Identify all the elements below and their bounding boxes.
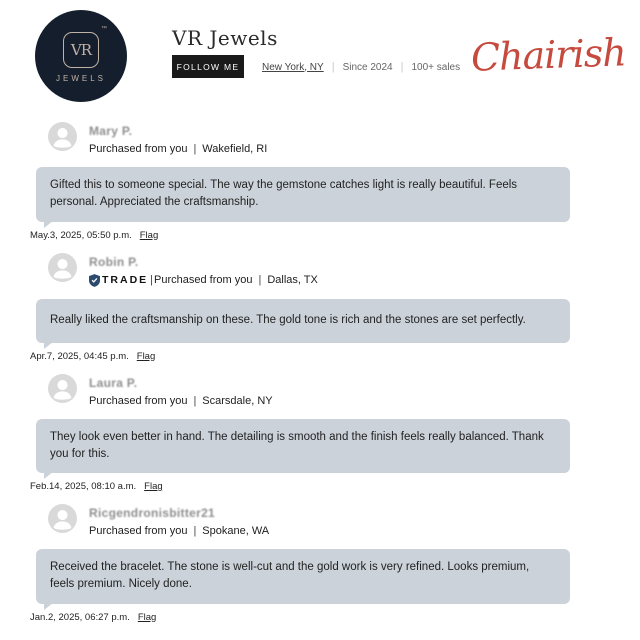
- reviewer-name: Mary P.: [89, 124, 133, 138]
- review-date: May.3, 2025, 05:50 p.m.: [30, 229, 132, 241]
- bubble-tail: [44, 472, 53, 479]
- reviewer-info: [89, 253, 318, 287]
- review-item: [0, 374, 640, 493]
- separator: |: [193, 525, 197, 537]
- purchase-label: Purchased from you: [89, 394, 188, 407]
- purchase-meta: [89, 525, 269, 537]
- review-bubble: [36, 167, 570, 222]
- avatar: [48, 253, 77, 282]
- flag-link[interactable]: Flag: [144, 481, 163, 492]
- since-label: Since 2024: [342, 61, 393, 73]
- review-date: Jan.2, 2025, 06:27 p.m.: [30, 611, 130, 623]
- trade-shield-icon: [89, 274, 100, 287]
- separator: |: [150, 274, 154, 286]
- separator: |: [193, 143, 197, 155]
- trade-badge: [89, 274, 148, 287]
- review-text: Gifted this to someone special. The way the gemstone catches light is really beautiful. Feels personal. Appreciated the craftsmanship.: [50, 179, 518, 209]
- review-header: [48, 374, 640, 407]
- trade-label: TRADE: [102, 274, 149, 286]
- review-footer: [30, 612, 640, 623]
- flag-link[interactable]: Flag: [137, 611, 157, 623]
- review-header: [48, 504, 640, 537]
- review-footer: [30, 351, 640, 362]
- reviewer-name: Ricgendronisbitter21: [89, 506, 216, 520]
- purchase-meta: [89, 395, 273, 407]
- reviewer-info: [89, 122, 267, 155]
- review-bubble: [36, 549, 570, 604]
- review-text: Really liked the craftsmanship on these. The gold tone is rich and the stones are set perfectly.: [50, 313, 526, 326]
- reviewer-name: Laura P.: [89, 375, 138, 390]
- review-header: [48, 253, 640, 287]
- logo-monogram: VR: [70, 41, 92, 59]
- review-text: Received the bracelet. The stone is well-cut and the gold work is very refined. Looks premium, feels premium. Nicely done.: [50, 561, 530, 591]
- avatar: [48, 122, 77, 151]
- bubble-tail: [44, 342, 53, 349]
- shop-title: VR Jewels: [172, 26, 278, 50]
- review-footer: [30, 481, 640, 492]
- trademark-symbol: ™: [101, 26, 107, 32]
- review-date: Apr.7, 2025, 04:45 p.m.: [30, 350, 129, 362]
- shop-logo: [35, 10, 127, 102]
- reviewer-info: [89, 374, 273, 407]
- seller-info: [262, 61, 460, 73]
- flag-link[interactable]: Flag: [139, 229, 159, 241]
- review-item: [0, 504, 640, 623]
- sales-count: 100+ sales: [411, 61, 461, 73]
- reviewer-location: Spokane, WA: [202, 525, 270, 537]
- chairish-logo[interactable]: Chairish: [470, 30, 627, 80]
- reviewer-info: [89, 504, 269, 537]
- separator: |: [400, 61, 404, 73]
- avatar: [48, 374, 77, 403]
- purchase-meta: [89, 274, 318, 287]
- separator: |: [258, 274, 262, 286]
- logo-frame-icon: [63, 32, 99, 68]
- shop-header: [0, 0, 640, 116]
- reviewer-location: Dallas, TX: [267, 274, 318, 286]
- review-header: [48, 122, 640, 155]
- location-link[interactable]: New York, NY: [262, 61, 324, 73]
- bubble-tail: [44, 603, 53, 610]
- review-item: [0, 253, 640, 362]
- review-date: Feb.14, 2025, 08:10 a.m.: [30, 481, 137, 492]
- purchase-label: Purchased from you: [89, 143, 188, 155]
- review-bubble: [36, 299, 570, 343]
- review-item: [0, 122, 640, 241]
- purchase-label: Purchased from you: [154, 274, 253, 286]
- purchase-label: Purchased from you: [89, 525, 188, 537]
- separator: |: [331, 61, 335, 73]
- bubble-tail: [44, 221, 53, 228]
- reviewer-location: Scarsdale, NY: [202, 394, 273, 407]
- reviewer-location: Wakefield, RI: [202, 143, 268, 155]
- flag-link[interactable]: Flag: [136, 350, 156, 362]
- follow-me-button[interactable]: FOLLOW ME: [172, 55, 244, 78]
- logo-word: JEWELS: [55, 74, 106, 83]
- review-footer: [30, 230, 640, 241]
- review-text: They look even better in hand. The detailing is smooth and the finish feels really balanced. Thank you for this.: [50, 430, 544, 460]
- avatar: [48, 504, 77, 533]
- review-bubble: [36, 419, 570, 474]
- purchase-meta: [89, 143, 267, 155]
- reviewer-name: Robin P.: [89, 254, 139, 269]
- separator: |: [193, 394, 197, 407]
- reviews-list: [0, 116, 640, 623]
